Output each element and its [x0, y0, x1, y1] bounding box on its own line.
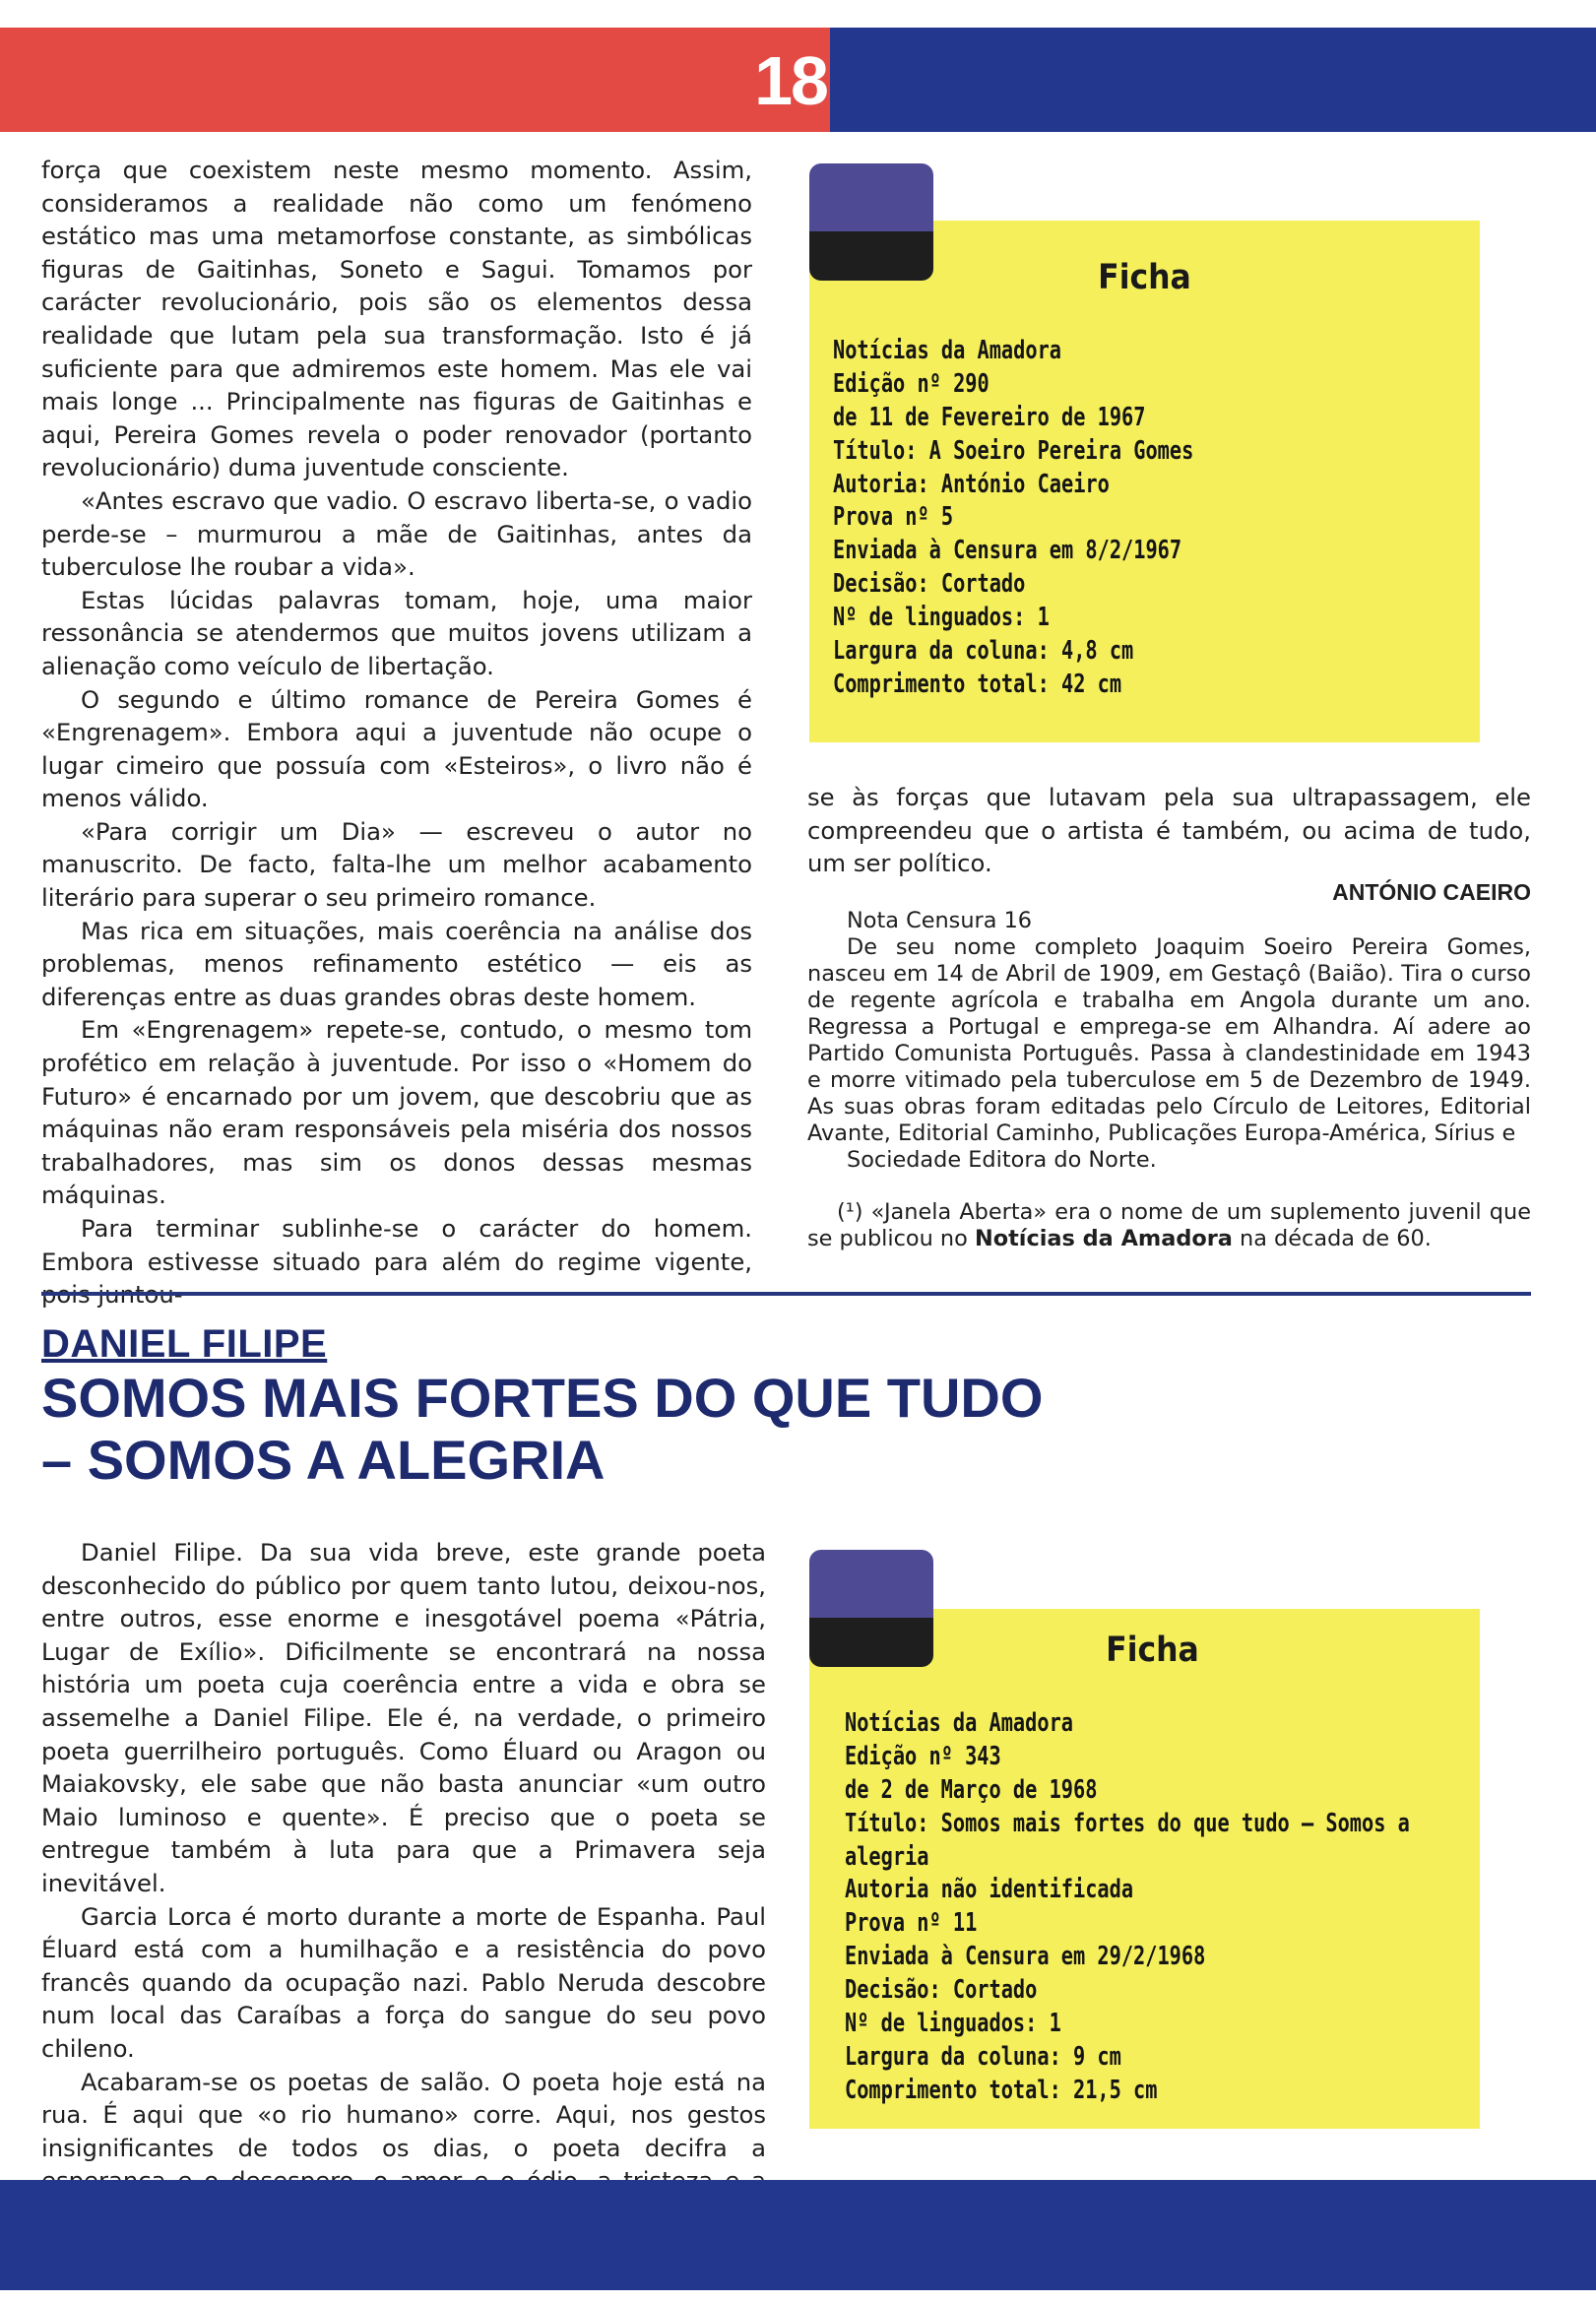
ficha-line: Decisão: Cortado — [845, 1975, 1038, 2006]
ficha-line: de 11 de Fevereiro de 1967 — [833, 402, 1146, 432]
ficha-line: alegria — [845, 1841, 929, 1872]
article2-headline — [41, 1367, 1124, 1491]
ficha-line: Autoria não identificada — [845, 1875, 1134, 1905]
article1-paragraph: «Para corrigir um Dia» — escreveu o autor no manuscrito. De facto, falta-lhe um melhor acabamento literário para superar o seu primeiro romance. — [41, 816, 752, 913]
article2-paragraph: Daniel Filipe. Da sua vida breve, este grande poeta desconhecido do público por quem tanto lutou, deixou-nos, entre outros, esse enorme e inesgotável poema «Pátria, Lugar de Exílio». Dificilmente se encontrará na nossa história um poeta cuja coerência entre a vida e obra se assemelhe a Daniel Filipe. Ele é, na verdade, o primeiro poeta guerrilheiro português. Como Éluard ou Aragon ou Maiakovsky, ele sabe que não basta anunciar «um outro Maio luminoso e quente». É preciso que o poeta se entregue também à luta para que a Primavera seja inevitável. — [41, 1538, 766, 1897]
article1-paragraph: Para terminar sublinhe-se o carácter do homem. Embora estivesse situado para além do regime vigente, — [41, 1214, 752, 1276]
ficha-line: Largura da coluna: 4,8 cm — [833, 636, 1134, 667]
page-number: 18 — [754, 42, 827, 119]
ficha-line: Nº de linguados: 1 — [845, 2009, 1061, 2039]
article1-signature: ANTÓNIO CAEIRO — [1332, 879, 1531, 905]
ficha-line: Título: A Soeiro Pereira Gomes — [833, 435, 1194, 466]
ficha-lines-1 — [833, 335, 1193, 702]
nota-text: De seu nome completo Joaquim Soeiro Pereira Gomes, nasceu em 14 de Abril de 1909, em Gestaçô (Baião). Tira o curso de regente agrícola e trabalha em Angola durante um ano. Regressa a Portugal e emprega-se em Alhandra. Aí adere ao Partido Comunista Português. Passa à clandestinidade em 1943 e morre vitimado pela tuberculose em 5 de Dezembro de 1949. As suas obras foram editadas pelo Círculo de Leitores, Editorial Avante, Editorial Caminho, Publicações Europa-América, Sírius e — [807, 934, 1531, 1146]
footnote-text-b: na década de 60. — [1240, 1226, 1432, 1251]
ficha-line: Prova nº 11 — [845, 1908, 978, 1939]
footnote-mark: (¹) — [837, 1199, 863, 1225]
ficha-line: Nº de linguados: 1 — [833, 603, 1050, 633]
footnote — [807, 1199, 1531, 1252]
article1-paragraph: Mas rica em situações, mais coerência na análise dos problemas, menos refinamento estético — eis as diferenças entre as duas grandes obras deste homem. — [41, 916, 752, 1011]
ficha-line: Enviada à Censura em 8/2/1967 — [833, 536, 1182, 566]
article2-paragraph: Acabaram-se os poetas de salão. O poeta hoje está na rua. É aqui que «o rio humano» corre. Aqui, nos gestos insignificantes de todos os dias, o poeta decifra a — [41, 2067, 766, 2162]
footnote-newspaper: Notícias da Amadora — [974, 1226, 1233, 1251]
ficha-line: Comprimento total: 42 cm — [833, 669, 1122, 699]
article1-paragraph: «Antes escravo que vadio. O escravo liberta-se, o vadio perde-se – murmurou a mãe de Gaitinhas, antes da tuberculose lhe roubar a vida». — [41, 485, 752, 582]
header-band-blue — [830, 28, 1596, 132]
nota-censura — [807, 908, 1531, 1174]
footnote-text-a: «Janela Aberta» era o nome de um suplemento juvenil que se publicou no — [807, 1199, 1531, 1251]
ficha-line: Edição nº 343 — [845, 1741, 1001, 1771]
headline-line: SOMOS MAIS FORTES DO QUE TUDO — [41, 1367, 1044, 1429]
article1-paragraph: Em «Engrenagem» repete-se, contudo, o mesmo tom profético em relação à juventude. Por isso o «Homem do Futuro» é encarnado por um jovem, que descobriu que as máquinas não eram responsáveis pela miséria dos nossos trabalhadores, mas sim os donos dessas mesmas máquinas. — [41, 1015, 752, 1210]
section-divider — [41, 1292, 1531, 1296]
ficha-title: Ficha — [1098, 258, 1191, 297]
ficha-line: Largura da coluna: 9 cm — [845, 2041, 1121, 2072]
ficha-line: Enviada à Censura em 29/2/1968 — [845, 1942, 1206, 1972]
article2-column — [41, 1536, 766, 2230]
ficha-line: Prova nº 5 — [833, 502, 954, 533]
article1-paragraph: se às forças que lutavam pela sua ultrapassagem, ele compreendeu que o artista é também, ou acima de tudo, um ser político. — [807, 783, 1531, 878]
ficha-line: Comprimento total: 21,5 cm — [845, 2075, 1158, 2105]
article1-continuation — [807, 781, 1531, 880]
ficha-title: Ficha — [1106, 1631, 1199, 1670]
ficha-line: Autoria: António Caeiro — [833, 469, 1110, 499]
ficha-line: Edição nº 290 — [833, 368, 990, 399]
ficha-line: de 2 de Março de 1968 — [845, 1774, 1098, 1805]
article1-paragraph: força que coexistem neste mesmo momento. Assim, consideramos a realidade não como um fenómeno estático mas uma metamorfose constante, as simbólicas figuras de Gaitinhas, Soneto e Sagui. Tomamos por carácter revolucionário, pois são os elementos dessa realidade que lutam pela sua transformação. Isto é já suficiente para que admiremos este homem. Mas ele vai mais longe ... Principalmente nas figuras de Gaitinhas e aqui, Pereira Gomes revela o poder renovador (portanto revolucionário) duma juventude consciente. — [41, 156, 752, 482]
ficha-lines-2 — [845, 1707, 1410, 2108]
ficha-line: Decisão: Cortado — [833, 569, 1026, 600]
ficha-line: Título: Somos mais fortes do que tudo – Somos a — [845, 1808, 1410, 1838]
headline-line: – SOMOS A ALEGRIA — [41, 1429, 606, 1491]
footer-band — [0, 2180, 1596, 2290]
article1-left-column — [41, 154, 752, 1312]
ficha-line: Notícias da Amadora — [833, 336, 1061, 365]
nota-last: Sociedade Editora do Norte. — [847, 1147, 1157, 1173]
article2-paragraph: Garcia Lorca é morto durante a morte de Espanha. Paul Éluard está com a humilhação e a resistência do povo francês quando da ocupação nazi. Pablo Neruda descobre num local das Caraíbas a força do sangue do seu povo chileno. — [41, 1901, 766, 2063]
article2-author: DANIEL FILIPE — [41, 1322, 328, 1366]
ficha-line: Notícias da Amadora — [845, 1708, 1073, 1738]
nota-title: Nota Censura 16 — [847, 908, 1033, 933]
article1-paragraph: Estas lúcidas palavras tomam, hoje, uma maior ressonância se atendermos que muitos jovens utilizam a alienação como veículo de libertação. — [41, 585, 752, 680]
header-band-red — [0, 28, 830, 132]
article1-paragraph: O segundo e último romance de Pereira Gomes é «Engrenagem». Embora aqui a juventude não ocupe o lugar cimeiro que possuía com «Esteiros», o livro não é menos válido. — [41, 684, 752, 813]
